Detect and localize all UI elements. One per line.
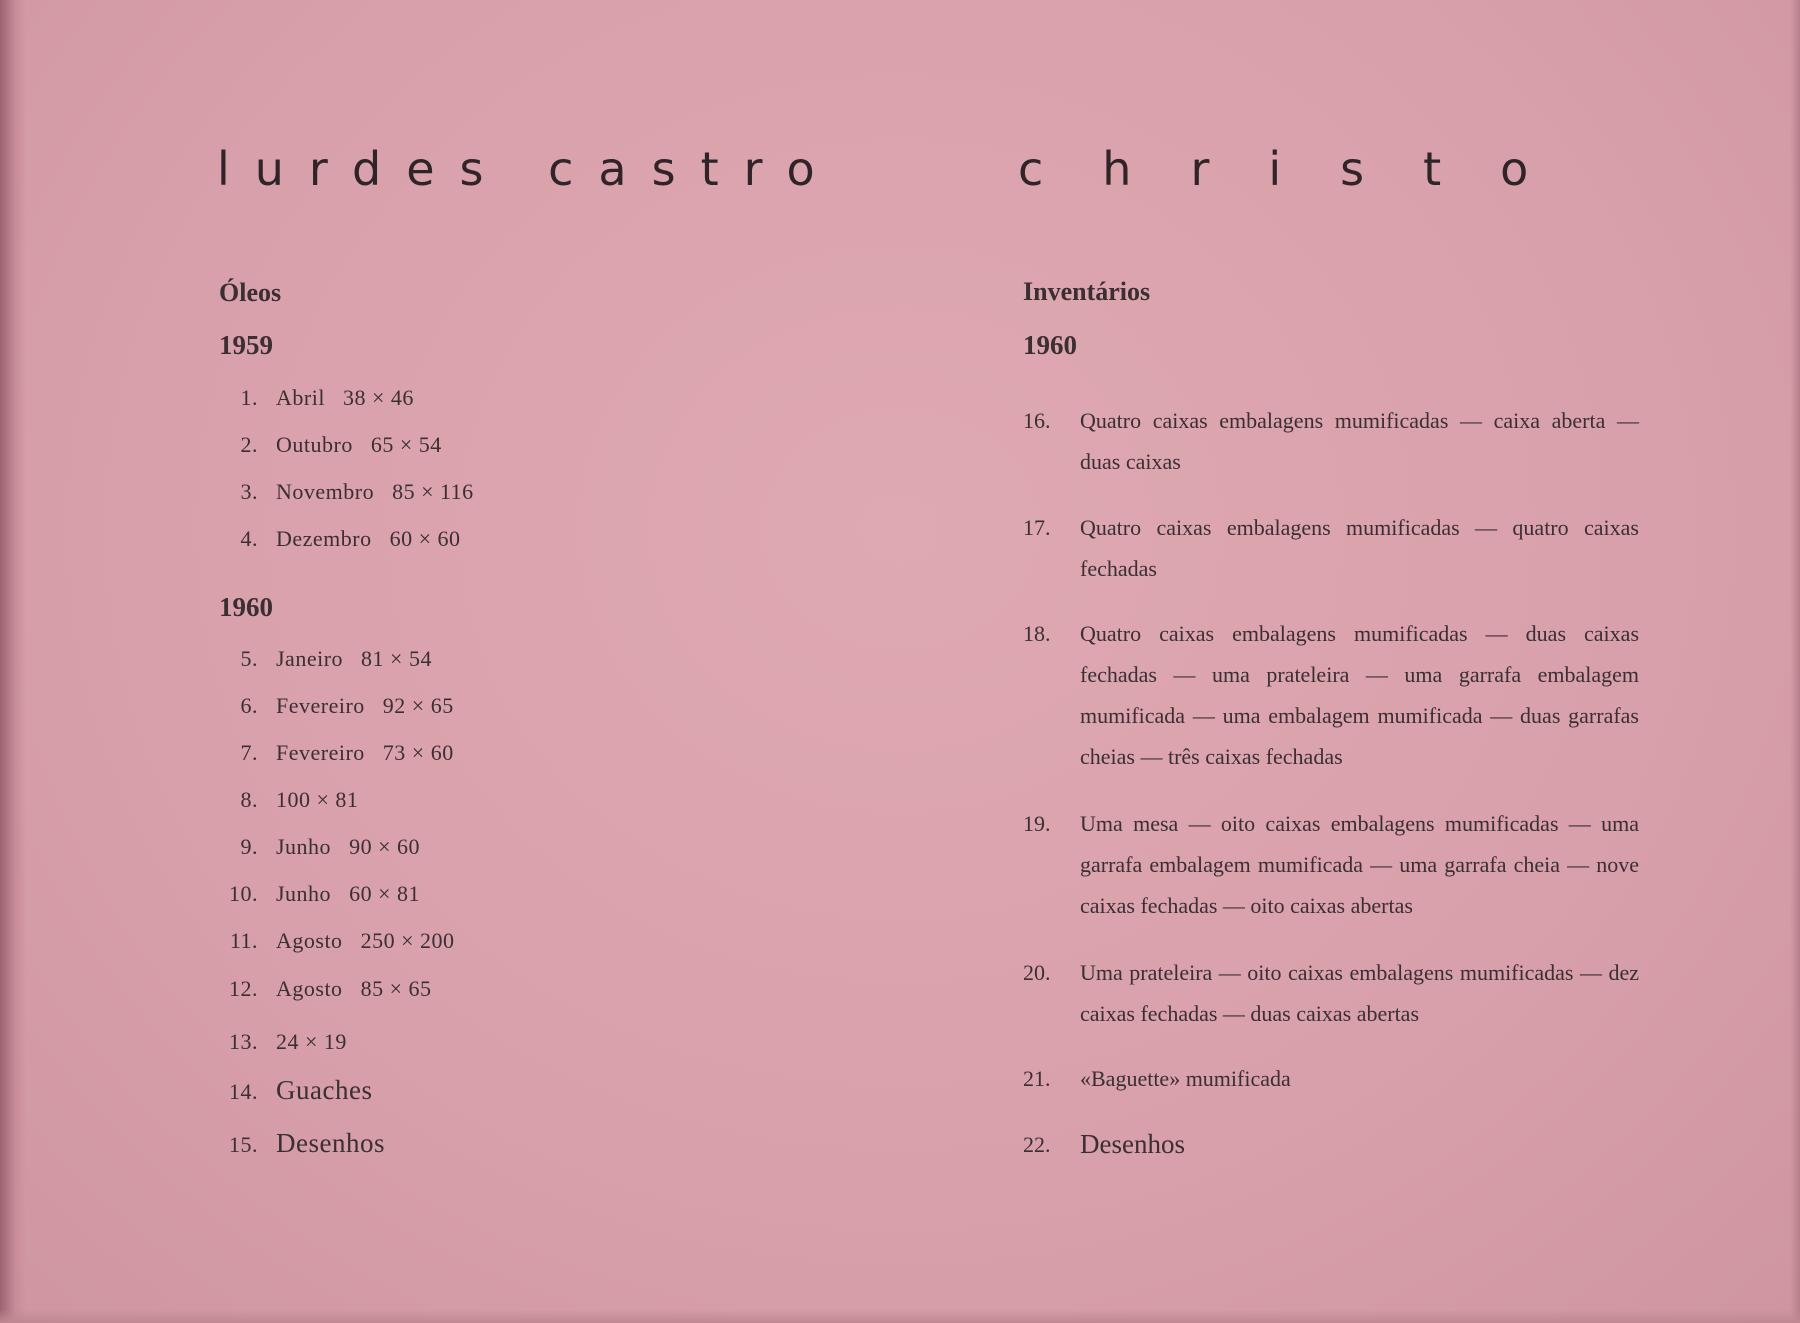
item-title: Novembro <box>276 479 375 504</box>
item-title: Agosto <box>276 928 343 953</box>
item-dimensions: 65 × 54 <box>370 432 442 457</box>
item-title: Abril <box>276 385 325 410</box>
item-description: Quatro caixas embalagens mumificadas — caixa aberta — duas caixas <box>1080 408 1639 474</box>
item-dimensions: 92 × 65 <box>382 693 454 718</box>
page-spine-shadow <box>0 0 26 1323</box>
year-heading: 1960 <box>219 592 273 622</box>
list-item <box>219 1029 347 1055</box>
item-number: 21. <box>1023 1066 1051 1091</box>
item-dimensions: 73 × 60 <box>382 740 454 765</box>
item-dimensions: 85 × 65 <box>360 976 432 1001</box>
item-number: 9. <box>240 834 258 859</box>
item-title: Fevereiro <box>276 693 365 718</box>
list-item <box>219 928 454 954</box>
item-number: 6. <box>240 693 258 718</box>
item-title: Guaches <box>276 1075 373 1105</box>
list-item <box>219 479 474 505</box>
item-number: 1. <box>240 385 258 410</box>
item-dimensions: 60 × 60 <box>389 526 461 551</box>
item-dimensions: 81 × 54 <box>361 646 432 671</box>
item-title: Junho <box>276 881 332 906</box>
list-item <box>219 646 432 672</box>
item-title: Desenhos <box>276 1128 385 1158</box>
item-number: 8. <box>240 787 258 812</box>
item-title: Janeiro <box>276 646 344 671</box>
artist-name-left: lurdes castro <box>217 142 840 196</box>
item-number: 5. <box>240 646 258 671</box>
item-number: 13. <box>229 1029 258 1054</box>
artist-name-right: christo <box>1018 142 1588 196</box>
item-dimensions: 100 × 81 <box>276 787 359 812</box>
item-number: 20. <box>1023 960 1051 985</box>
list-item <box>219 693 454 719</box>
item-description: «Baguette» mumificada <box>1080 1066 1291 1091</box>
list-item <box>219 881 420 907</box>
item-number: 10. <box>229 881 258 906</box>
item-dimensions: 250 × 200 <box>360 928 455 953</box>
item-dimensions: 24 × 19 <box>276 1029 347 1054</box>
item-number: 16. <box>1023 408 1051 433</box>
item-title: Outubro <box>276 432 353 457</box>
list-item <box>219 385 414 411</box>
item-dimensions: 38 × 46 <box>342 385 414 410</box>
item-number: 17. <box>1023 515 1051 540</box>
page-edge-right <box>1790 0 1800 1323</box>
list-item <box>219 834 420 860</box>
item-title: Agosto <box>276 976 343 1001</box>
item-number: 3. <box>240 479 258 504</box>
item-number: 11. <box>229 928 258 953</box>
list-item <box>219 976 431 1002</box>
item-number: 12. <box>229 976 258 1001</box>
item-title: Fevereiro <box>276 740 365 765</box>
item-title: Junho <box>276 834 332 859</box>
item-number: 19. <box>1023 811 1051 836</box>
item-number: 18. <box>1023 621 1051 646</box>
item-number: 2. <box>240 432 258 457</box>
list-item <box>219 432 442 458</box>
item-dimensions: 90 × 60 <box>349 834 420 859</box>
item-description: Quatro caixas embalagens mumificadas — quatro caixas fechadas <box>1080 515 1639 581</box>
item-description: Uma prateleira — oito caixas embalagens mumificadas — dez caixas fechadas — duas caixas abertas <box>1080 960 1639 1026</box>
item-title: Dezembro <box>276 526 372 551</box>
item-number: 4. <box>240 526 258 551</box>
list-item <box>219 787 358 813</box>
item-number: 15. <box>229 1132 258 1157</box>
page-edge-bottom <box>0 1309 1800 1323</box>
item-dimensions: 85 × 116 <box>392 479 474 504</box>
item-number: 7. <box>240 740 258 765</box>
item-number: 14. <box>229 1079 258 1104</box>
item-description: Desenhos <box>1080 1129 1185 1159</box>
list-item <box>219 740 454 766</box>
item-number: 22. <box>1023 1132 1051 1157</box>
year-heading: 1959 <box>219 330 273 360</box>
item-dimensions: 60 × 81 <box>349 881 420 906</box>
item-description: Quatro caixas embalagens mumificadas — duas caixas fechadas — uma prateleira — uma garrafa embalagem mumificada — uma embalagem mumificada — duas garrafas cheias — três caixas fechadas <box>1080 621 1639 769</box>
list-item <box>219 526 461 552</box>
item-description: Uma mesa — oito caixas embalagens mumificadas — uma garrafa embalagem mumificada — uma garrafa cheia — nove caixas fechadas — oito caixas abertas <box>1080 811 1639 918</box>
year-heading: 1960 <box>1023 330 1077 360</box>
list-item <box>219 1075 372 1106</box>
list-item <box>219 1128 385 1159</box>
section-heading-inventarios: Inventários <box>1023 277 1151 306</box>
section-heading-oleos: Óleos <box>219 278 282 307</box>
